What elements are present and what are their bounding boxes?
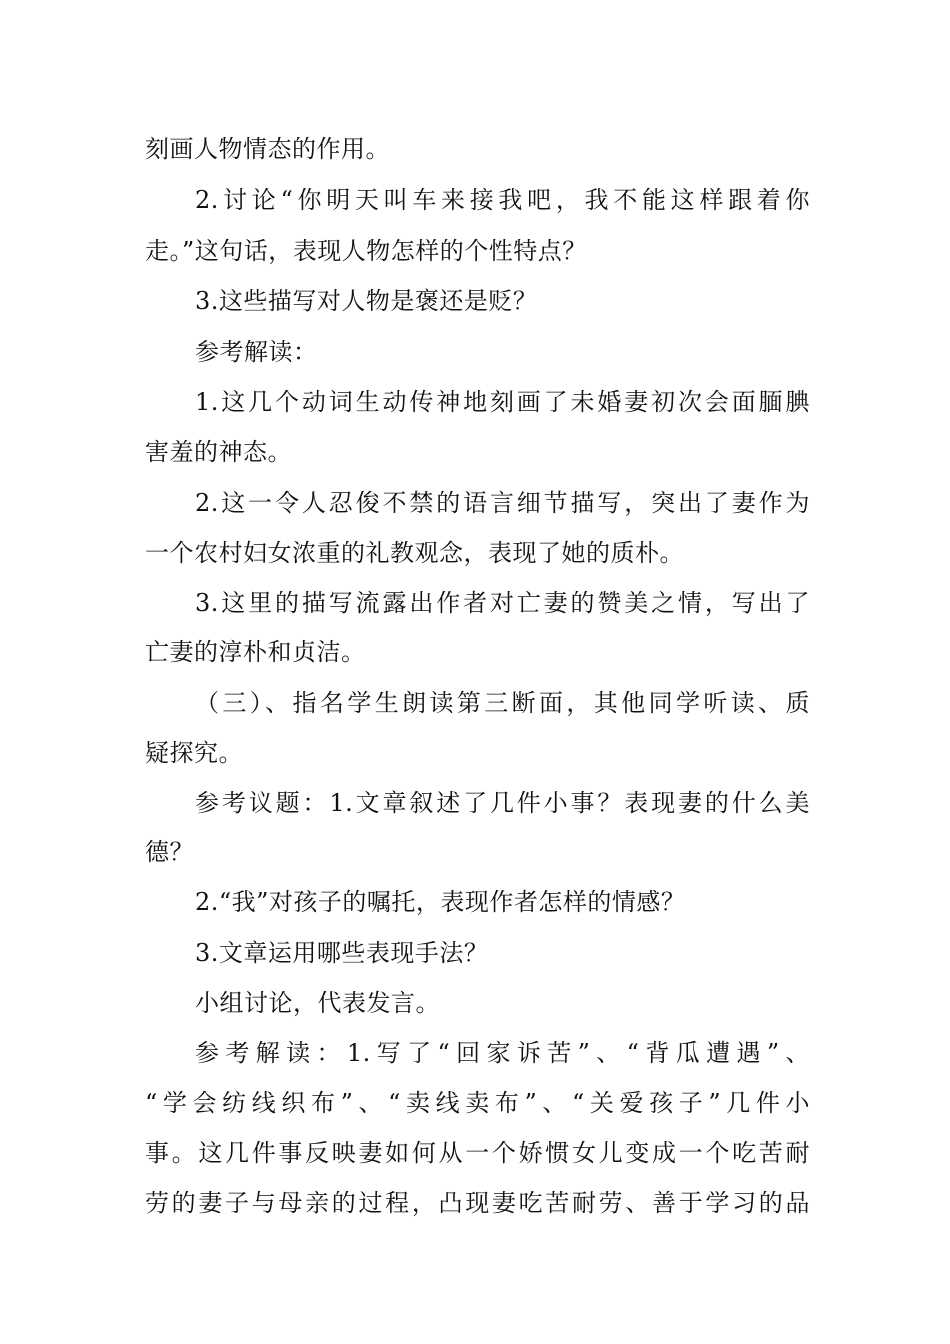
- text-line-21: 事。这几件事反映妻如何从一个娇惯女儿变成一个吃苦耐: [145, 1139, 810, 1167]
- text-line-14: 参考议题：1.文章叙述了几件小事？表现妻的什么美: [195, 789, 810, 817]
- text-line-6: 1.这几个动词生动传神地刻画了未婚妻初次会面腼腆: [195, 388, 810, 416]
- text-line-10: 3.这里的描写流露出作者对亡妻的赞美之情，写出了: [195, 589, 810, 617]
- text-line-13: 疑探究。: [145, 739, 243, 767]
- text-line-15: 德？: [145, 838, 194, 866]
- text-line-20: “学会纺线织布”、“卖线卖布”、“关爱孩子”几件小: [145, 1089, 810, 1117]
- text-line-12: （三）、指名学生朗读第三断面，其他同学听读、质: [195, 689, 810, 717]
- text-line-7: 害羞的神态。: [145, 438, 292, 466]
- text-line-17: 3.文章运用哪些表现手法？: [195, 939, 489, 967]
- text-line-5: 参考解读：: [195, 338, 318, 366]
- text-line-16: 2.“我”对孩子的嘱托，表现作者怎样的情感？: [195, 888, 686, 916]
- text-line-11: 亡妻的淳朴和贞洁。: [145, 638, 366, 666]
- text-line-22: 劳的妻子与母亲的过程，凸现妻吃苦耐劳、善于学习的品: [145, 1189, 810, 1217]
- text-line-1: 刻画人物情态的作用。: [145, 135, 390, 163]
- text-line-8: 2.这一令人忍俊不禁的语言细节描写，突出了妻作为: [195, 489, 810, 517]
- text-line-9: 一个农村妇女浓重的礼教观念，表现了她的质朴。: [145, 539, 684, 567]
- text-line-3: 走。”这句话，表现人物怎样的个性特点？: [145, 237, 587, 265]
- text-line-19: 参考解读：1.写了“回家诉苦”、“背瓜遭遇”、: [195, 1039, 810, 1067]
- text-line-4: 3.这些描写对人物是褒还是贬？: [195, 287, 538, 315]
- text-line-18: 小组讨论，代表发言。: [195, 989, 440, 1017]
- text-line-2: 2.讨论“你明天叫车来接我吧，我不能这样跟着你: [195, 186, 810, 214]
